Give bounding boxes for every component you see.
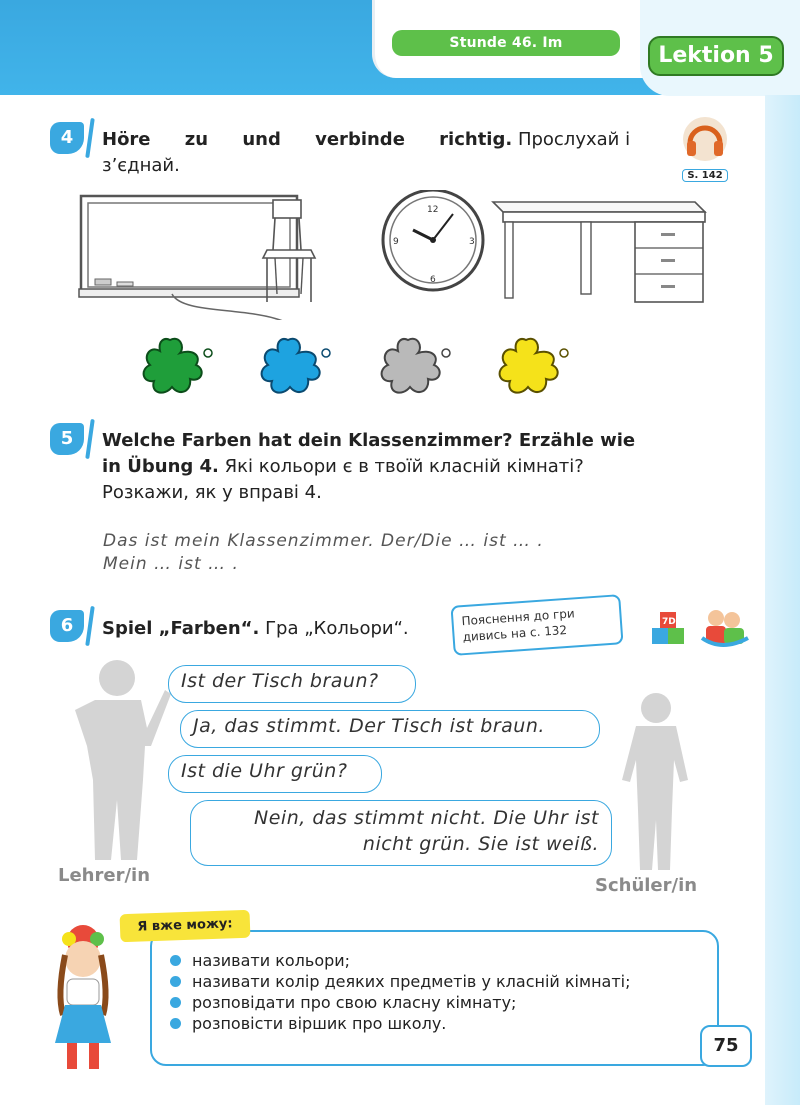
svg-text:9: 9 bbox=[393, 237, 399, 247]
unit-title: Lektion 5 bbox=[648, 36, 784, 76]
audio-ref: S. 142 bbox=[682, 169, 728, 182]
page-number: 75 bbox=[700, 1025, 752, 1067]
instruction-de: Spiel „Farben“. bbox=[102, 618, 260, 639]
audio-badge[interactable] bbox=[680, 115, 730, 185]
svg-text:12: 12 bbox=[427, 205, 439, 215]
exercise-4-pictures bbox=[75, 190, 725, 320]
can-do-list bbox=[170, 950, 700, 1034]
splash-blue bbox=[262, 339, 330, 393]
lesson-title: Stunde 46. Im Klassenzimmer bbox=[392, 30, 620, 56]
blocks-icon bbox=[652, 612, 684, 644]
clock-icon bbox=[383, 190, 483, 290]
instruction-uk: Які кольори є в твоїй класній кімнаті? Розкажи, як у вправі 4. bbox=[102, 456, 584, 503]
instruction-uk: Прослухай і з’єднай. bbox=[102, 129, 631, 176]
children-icon bbox=[702, 610, 748, 645]
color-splashes bbox=[130, 330, 600, 400]
exercise-6-instruction bbox=[102, 616, 442, 642]
dialogue-line-1: Ist der Tisch braun? bbox=[168, 665, 416, 703]
desk-icon bbox=[493, 202, 705, 302]
dialogue-line-4a: Nein, das stimmt nicht. Die Uhr ist bbox=[254, 807, 599, 829]
splash-gray bbox=[382, 339, 450, 393]
game-note: Пояснення до гри дивись на с. 132 bbox=[450, 594, 623, 656]
game-icons bbox=[652, 608, 752, 652]
instruction-de: Welche Farben hat dein Klassenzimmer? Erzähle wie in Übung 4. bbox=[102, 430, 636, 477]
can-do-item: розповідати про свою класну кімнату; bbox=[170, 992, 700, 1013]
instruction-de: Höre zu und verbinde richtig. bbox=[102, 129, 513, 150]
girl-illustration bbox=[35, 925, 135, 1080]
can-do-item: називати колір деяких предметів у класній кімнаті; bbox=[170, 971, 700, 992]
student-silhouette bbox=[610, 690, 700, 880]
teacher-silhouette bbox=[55, 650, 175, 870]
splash-yellow bbox=[500, 339, 568, 393]
exercise-5-sample-1: Das ist mein Klassenzimmer. Der/Die … ist … . bbox=[103, 531, 544, 551]
exercise-5-instruction bbox=[102, 428, 647, 506]
svg-text:6: 6 bbox=[430, 275, 436, 285]
headphones-icon bbox=[680, 115, 730, 163]
can-do-item: називати кольори; bbox=[170, 950, 700, 971]
dialogue-line-2: Ja, das stimmt. Der Tisch ist braun. bbox=[180, 710, 600, 748]
exercise-number-4: 4 bbox=[50, 122, 84, 154]
teacher-label: Lehrer/in bbox=[58, 865, 151, 886]
exercise-5-sample-2: Mein … ist … . bbox=[103, 554, 239, 574]
splash-green bbox=[144, 339, 212, 393]
student-label: Schüler/in bbox=[595, 875, 698, 896]
can-do-label: Я вже можу: bbox=[120, 910, 251, 943]
instruction-uk: Гра „Кольори“. bbox=[265, 618, 409, 639]
board-icon bbox=[79, 196, 299, 297]
svg-text:3: 3 bbox=[469, 237, 475, 247]
svg-text:7D: 7D bbox=[662, 617, 676, 627]
dialogue-line-4b: nicht grün. Sie ist weiß. bbox=[362, 833, 599, 855]
exercise-4-instruction bbox=[102, 127, 642, 179]
dialogue-line-4 bbox=[190, 800, 612, 866]
right-margin-strip bbox=[765, 95, 800, 1105]
dialogue-line-3: Ist die Uhr grün? bbox=[168, 755, 382, 793]
exercise-number-6: 6 bbox=[50, 610, 84, 642]
exercise-number-5: 5 bbox=[50, 423, 84, 455]
can-do-item: розповісти віршик про школу. bbox=[170, 1013, 700, 1034]
